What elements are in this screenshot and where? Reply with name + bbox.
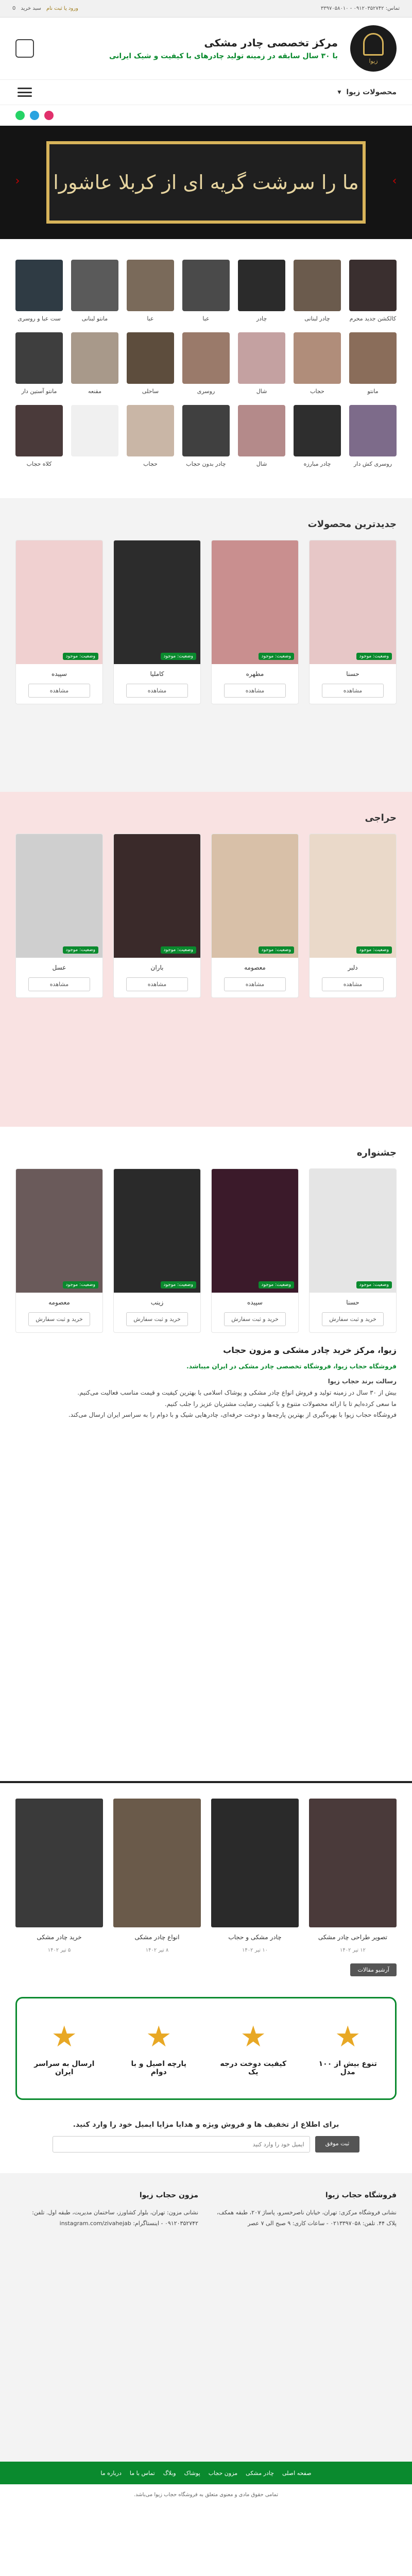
view-product-button[interactable]: خرید و ثبت سفارش <box>224 1312 286 1326</box>
category-image <box>71 260 118 311</box>
blog-image[interactable] <box>211 1799 299 1927</box>
main-nav <box>0 79 412 105</box>
category-item[interactable] <box>182 332 230 395</box>
festival-products <box>0 1168 412 1333</box>
product-name[interactable]: سپیده <box>247 1299 263 1306</box>
product-image[interactable] <box>212 540 298 664</box>
category-image <box>238 260 285 311</box>
view-product-button[interactable]: مشاهده <box>126 684 188 698</box>
footer-nav-link[interactable]: چادر مشکی <box>246 2469 274 2477</box>
blog-date: ۱۰ تیر ۱۴۰۲ <box>242 1947 268 1954</box>
about-subtitle: فروشگاه حجاب زیوا، فروشگاه تخصصی چادر مشکی در ایران میباشد. <box>186 1362 397 1370</box>
newsletter-email-input[interactable] <box>53 2136 310 2153</box>
footer-store-title: فروشگاه حجاب زیوا <box>325 2191 397 2200</box>
blog-image[interactable] <box>113 1799 201 1927</box>
about-paragraph: فروشگاه حجاب زیوا با بهره‌گیری از بهترین پارچه‌ها و دوخت حرفه‌ای، چادرهایی شیک و با دوام را به سراسر ایران ارسال می‌کند. <box>68 1411 397 1419</box>
category-item[interactable] <box>71 405 118 467</box>
category-image <box>294 332 341 384</box>
category-item[interactable] <box>349 260 397 322</box>
blog-card[interactable] <box>15 1799 103 1953</box>
product-image[interactable] <box>310 834 396 958</box>
blog-date: ۱۲ تیر ۱۴۰۲ <box>340 1947 366 1954</box>
product-image[interactable] <box>212 834 298 958</box>
star-icon: ★ <box>335 2020 361 2054</box>
product-card[interactable] <box>309 540 397 704</box>
festival-title: جشنواره <box>356 1147 397 1158</box>
site-title: مرکز تخصصی چادر مشکی <box>204 37 338 49</box>
product-card[interactable] <box>309 834 397 998</box>
category-image <box>127 260 174 311</box>
blog-title[interactable]: خرید چادر مشکی <box>37 1934 82 1941</box>
view-product-button[interactable]: مشاهده <box>322 977 384 991</box>
banner-calligraphy: ما را سرشت گریه ای از کربلا عاشورا <box>53 171 359 194</box>
category-item[interactable] <box>71 332 118 395</box>
logo-arch-icon <box>363 33 384 56</box>
product-image[interactable] <box>16 834 102 958</box>
product-image[interactable] <box>114 834 200 958</box>
footer-maison-title: مزون حجاب زیوا <box>139 2191 198 2200</box>
footer-nav-link[interactable]: صفحه اصلی <box>282 2469 312 2477</box>
stock-badge: وضعیت: موجود <box>63 1281 98 1289</box>
haraji-products <box>0 834 412 998</box>
site-subtitle: با ۳۰ سال سابقه در زمینه تولید چادرهای با کیفیت و شیک ایرانی <box>109 52 338 60</box>
about-paragraph: ما سعی کرده‌ایم تا با ارائه محصولات متنوع و با کیفیت رضایت مشتریان عزیز را جلب کنیم. <box>164 1400 397 1408</box>
category-label: شال <box>256 388 267 395</box>
shopping-bag-icon <box>15 39 34 58</box>
category-item[interactable] <box>71 260 118 322</box>
category-image <box>127 332 174 384</box>
login-link[interactable]: ورود یا ثبت نام <box>46 6 78 11</box>
category-label: مانتو آستین دار <box>21 388 57 395</box>
social-links <box>0 105 412 126</box>
product-card[interactable] <box>15 540 103 704</box>
category-image <box>15 260 63 311</box>
category-label: مانتو لبنانی <box>81 315 108 322</box>
view-product-button[interactable]: خرید و ثبت سفارش <box>28 1312 90 1326</box>
category-image <box>349 260 397 311</box>
category-image <box>182 405 230 456</box>
category-item[interactable] <box>15 260 63 322</box>
footer-nav-link[interactable]: وبلاگ <box>163 2469 176 2477</box>
features-box <box>15 1997 397 2100</box>
category-image <box>349 332 397 384</box>
view-product-button[interactable]: خرید و ثبت سفارش <box>322 1312 384 1326</box>
about-text <box>0 1333 412 1431</box>
category-label: ساحلی <box>142 388 159 395</box>
product-name[interactable]: حسنا <box>346 670 359 677</box>
category-label: مانتو <box>367 388 379 395</box>
banner-next-arrow-icon[interactable]: › <box>392 175 397 188</box>
view-product-button[interactable]: مشاهده <box>224 977 286 991</box>
blog-title[interactable]: تصویر طراحی چادر مشکی <box>318 1934 388 1941</box>
blog-image[interactable] <box>15 1799 103 1927</box>
category-grid <box>0 239 412 498</box>
haraji-section <box>0 792 412 1127</box>
newsletter-question: برای اطلاع از تخفیف ها و فروش ویژه و هدایا مزایا ایمیل خود را وارد کنید. <box>73 2121 339 2129</box>
phone-info: تماس: ۰۹۱۲۰۳۵۲۷۴۲ - ۳۳۹۷۰۵۸۰۱۰ <box>320 6 400 11</box>
cart-label[interactable]: سبد خرید <box>21 6 41 11</box>
category-label: عبا <box>147 315 154 322</box>
view-product-button[interactable]: مشاهده <box>126 977 188 991</box>
about-title: زیوا، مرکز خرید چادر مشکی و مزون حجاب <box>223 1345 397 1355</box>
hamburger-menu-icon[interactable] <box>15 85 34 99</box>
newsletter-submit-button[interactable]: ثبت موفق <box>315 2136 360 2153</box>
product-image[interactable] <box>16 1169 102 1293</box>
stock-badge: وضعیت: موجود <box>356 946 392 954</box>
star-icon: ★ <box>146 2020 172 2054</box>
product-name[interactable]: سپیده <box>52 670 67 677</box>
stock-badge: وضعیت: موجود <box>161 653 196 660</box>
about-paragraph: بیش از ۳۰ سال در زمینه تولید و فروش انواع چادر مشکی و پوشاک اسلامی با بهترین کیفیت و قیمت مناسب فعالیت می‌کنیم. <box>77 1388 397 1396</box>
archive-button[interactable]: آرشیو مقالات <box>350 1963 397 1976</box>
view-product-button[interactable]: مشاهده <box>224 684 286 698</box>
blog-title[interactable]: چادر مشکی و حجاب <box>228 1934 282 1941</box>
stock-badge: وضعیت: موجود <box>63 946 98 954</box>
category-image <box>182 332 230 384</box>
product-card[interactable] <box>113 1168 201 1333</box>
category-image <box>182 260 230 311</box>
stock-badge: وضعیت: موجود <box>161 1281 196 1289</box>
hero-banner <box>0 126 412 239</box>
product-card[interactable] <box>211 540 299 704</box>
chevron-down-icon: ▾ <box>337 88 341 96</box>
footer-nav <box>0 2462 412 2484</box>
top-bar <box>0 0 412 18</box>
feature-label: تنوع بیش از ۱۰۰ مدل <box>318 2060 377 2077</box>
copyright: تمامی حقوق مادی و معنوی متعلق به فروشگاه حجاب زیوا می‌باشد. <box>133 2492 279 2498</box>
cart-count: 0 <box>12 6 16 11</box>
star-icon: ★ <box>51 2020 77 2054</box>
product-card[interactable] <box>15 1168 103 1333</box>
section-divider <box>0 1781 412 1783</box>
product-image[interactable] <box>310 540 396 664</box>
site-header <box>0 18 412 79</box>
category-item[interactable] <box>294 405 341 467</box>
category-label: حجاب <box>143 461 158 467</box>
product-name[interactable]: حسنا <box>346 1299 359 1306</box>
stock-badge: وضعیت: موجود <box>259 653 294 660</box>
product-card[interactable] <box>309 1168 397 1333</box>
product-image[interactable] <box>114 540 200 664</box>
about-section-heading: رسالت برند حجاب زیوا <box>328 1378 397 1385</box>
feature-item <box>123 2021 195 2076</box>
blog-grid <box>0 1799 412 1953</box>
category-label: کالکشن جدید محرم <box>349 315 397 322</box>
product-name[interactable]: معصومه <box>244 964 266 971</box>
brand-block <box>46 37 338 60</box>
stock-badge: وضعیت: موجود <box>356 1281 392 1289</box>
category-label: کلاه حجاب <box>26 461 52 467</box>
haraji-title: حراجی <box>365 812 397 823</box>
blog-date: ۸ تیر ۱۴۰۲ <box>145 1947 169 1954</box>
whatsapp-icon[interactable] <box>15 111 25 120</box>
star-icon: ★ <box>240 2020 266 2054</box>
product-image[interactable] <box>114 1169 200 1293</box>
telegram-icon[interactable] <box>30 111 39 120</box>
category-image <box>71 405 118 456</box>
category-image <box>71 332 118 384</box>
footer-store-column <box>214 2189 397 2446</box>
footer-nav-link[interactable]: پوشاک <box>184 2469 200 2477</box>
footer-store-text: نشانی فروشگاه مرکزی: تهران، خیابان ناصرخسرو، پاساژ ۲۰۷، طبقه همکف، پلاک ۴۴. تلفن: ۰۲۱۳۳۹۷۰۵۸ - ساعات کاری: ۹ صبح الی ۷ عصر <box>216 2209 397 2227</box>
category-item[interactable] <box>182 260 230 322</box>
view-product-button[interactable]: خرید و ثبت سفارش <box>126 1312 188 1326</box>
category-label: چادر لبنانی <box>304 315 330 322</box>
feature-label: کیفیت دوخت درجه یک <box>220 2060 287 2077</box>
category-item[interactable] <box>182 405 230 467</box>
category-label: چادر مبارزه <box>303 461 331 467</box>
category-label: شال <box>256 461 267 467</box>
products-menu-label: محصولات زیوا <box>346 88 397 96</box>
product-image[interactable] <box>310 1169 396 1293</box>
category-image <box>15 405 63 456</box>
footer-nav-link[interactable]: تماس با ما <box>129 2469 155 2477</box>
category-item[interactable] <box>15 405 63 467</box>
category-item[interactable] <box>294 332 341 395</box>
cart-button[interactable] <box>15 39 34 58</box>
view-product-button[interactable]: مشاهده <box>28 977 90 991</box>
products-menu[interactable] <box>337 88 397 96</box>
category-item[interactable] <box>127 332 174 395</box>
category-item[interactable] <box>238 332 285 395</box>
view-product-button[interactable]: مشاهده <box>322 684 384 698</box>
category-item[interactable] <box>238 405 285 467</box>
feature-label: پارچه اصیل و با دوام <box>131 2060 187 2077</box>
banner-frame <box>46 141 366 224</box>
blog-date: ۵ تیر ۱۴۰۲ <box>47 1947 71 1954</box>
stock-badge: وضعیت: موجود <box>161 946 196 954</box>
category-label: روسری کش دار <box>353 461 392 467</box>
blog-card[interactable] <box>211 1799 299 1953</box>
product-name[interactable]: عسل <box>52 964 66 971</box>
product-card[interactable] <box>15 834 103 998</box>
category-image <box>294 260 341 311</box>
category-image <box>15 332 63 384</box>
festival-section <box>0 1127 412 1766</box>
category-item[interactable] <box>349 332 397 395</box>
product-image[interactable] <box>16 540 102 664</box>
stock-badge: وضعیت: موجود <box>259 1281 294 1289</box>
category-image <box>238 405 285 456</box>
footer-maison-column <box>15 2189 198 2446</box>
blog-card[interactable] <box>113 1799 201 1953</box>
product-card[interactable] <box>211 834 299 998</box>
category-item[interactable] <box>127 405 174 467</box>
product-name[interactable]: مطهره <box>246 670 264 677</box>
footer-nav-link[interactable]: مزون حجاب <box>208 2469 238 2477</box>
logo-text: زیوا <box>369 57 378 64</box>
category-item[interactable] <box>349 405 397 467</box>
feature-item <box>28 2021 100 2076</box>
instagram-icon[interactable] <box>44 111 54 120</box>
product-name[interactable]: باران <box>150 964 164 971</box>
category-label: مقنعه <box>88 388 101 395</box>
footer <box>0 2173 412 2462</box>
product-name[interactable]: زینب <box>150 1299 164 1306</box>
category-image <box>349 405 397 456</box>
banner-prev-arrow-icon[interactable]: ‹ <box>15 175 20 188</box>
newest-section <box>0 498 412 792</box>
product-name[interactable]: دلبر <box>348 964 358 971</box>
stock-badge: وضعیت: موجود <box>259 946 294 954</box>
blog-image[interactable] <box>309 1799 397 1927</box>
category-item[interactable] <box>15 332 63 395</box>
newest-title: جدیدترین محصولات <box>307 519 397 530</box>
category-label: چادر بدون حجاب <box>186 461 226 467</box>
product-image[interactable] <box>212 1169 298 1293</box>
category-label: حجاب <box>310 388 324 395</box>
feature-label: ارسال به سراسر ایران <box>34 2060 95 2077</box>
category-image <box>294 405 341 456</box>
view-product-button[interactable]: مشاهده <box>28 684 90 698</box>
category-item[interactable] <box>294 260 341 322</box>
category-item[interactable] <box>127 260 174 322</box>
footer-nav-link[interactable]: درباره ما <box>100 2469 122 2477</box>
product-card[interactable] <box>113 540 201 704</box>
category-image <box>238 332 285 384</box>
product-card[interactable] <box>113 834 201 998</box>
newsletter <box>0 2110 412 2163</box>
product-card[interactable] <box>211 1168 299 1333</box>
blog-title[interactable]: انواع چادر مشکی <box>134 1934 180 1941</box>
stock-badge: وضعیت: موجود <box>356 653 392 660</box>
category-image <box>127 405 174 456</box>
category-label: عبا <box>202 315 210 322</box>
product-name[interactable]: کاملیا <box>150 670 164 677</box>
category-item[interactable] <box>238 260 285 322</box>
feature-item <box>217 2021 289 2076</box>
footer-maison-text: نشانی مزون: تهران، بلوار کشاورز، ساختمان مدیریت، طبقه اول. تلفن: ۰۹۱۲۰۳۵۲۷۴۲ - اینستاگرام: instagram.com/zivahejab <box>32 2209 198 2227</box>
category-label: چادر <box>256 315 267 322</box>
product-name[interactable]: معصومه <box>48 1299 70 1306</box>
blog-card[interactable] <box>309 1799 397 1953</box>
feature-item <box>312 2021 384 2076</box>
logo[interactable] <box>350 25 397 72</box>
category-label: ست عبا و روسری <box>18 315 61 322</box>
category-label: روسری <box>197 388 215 395</box>
newest-products <box>0 540 412 704</box>
stock-badge: وضعیت: موجود <box>63 653 98 660</box>
